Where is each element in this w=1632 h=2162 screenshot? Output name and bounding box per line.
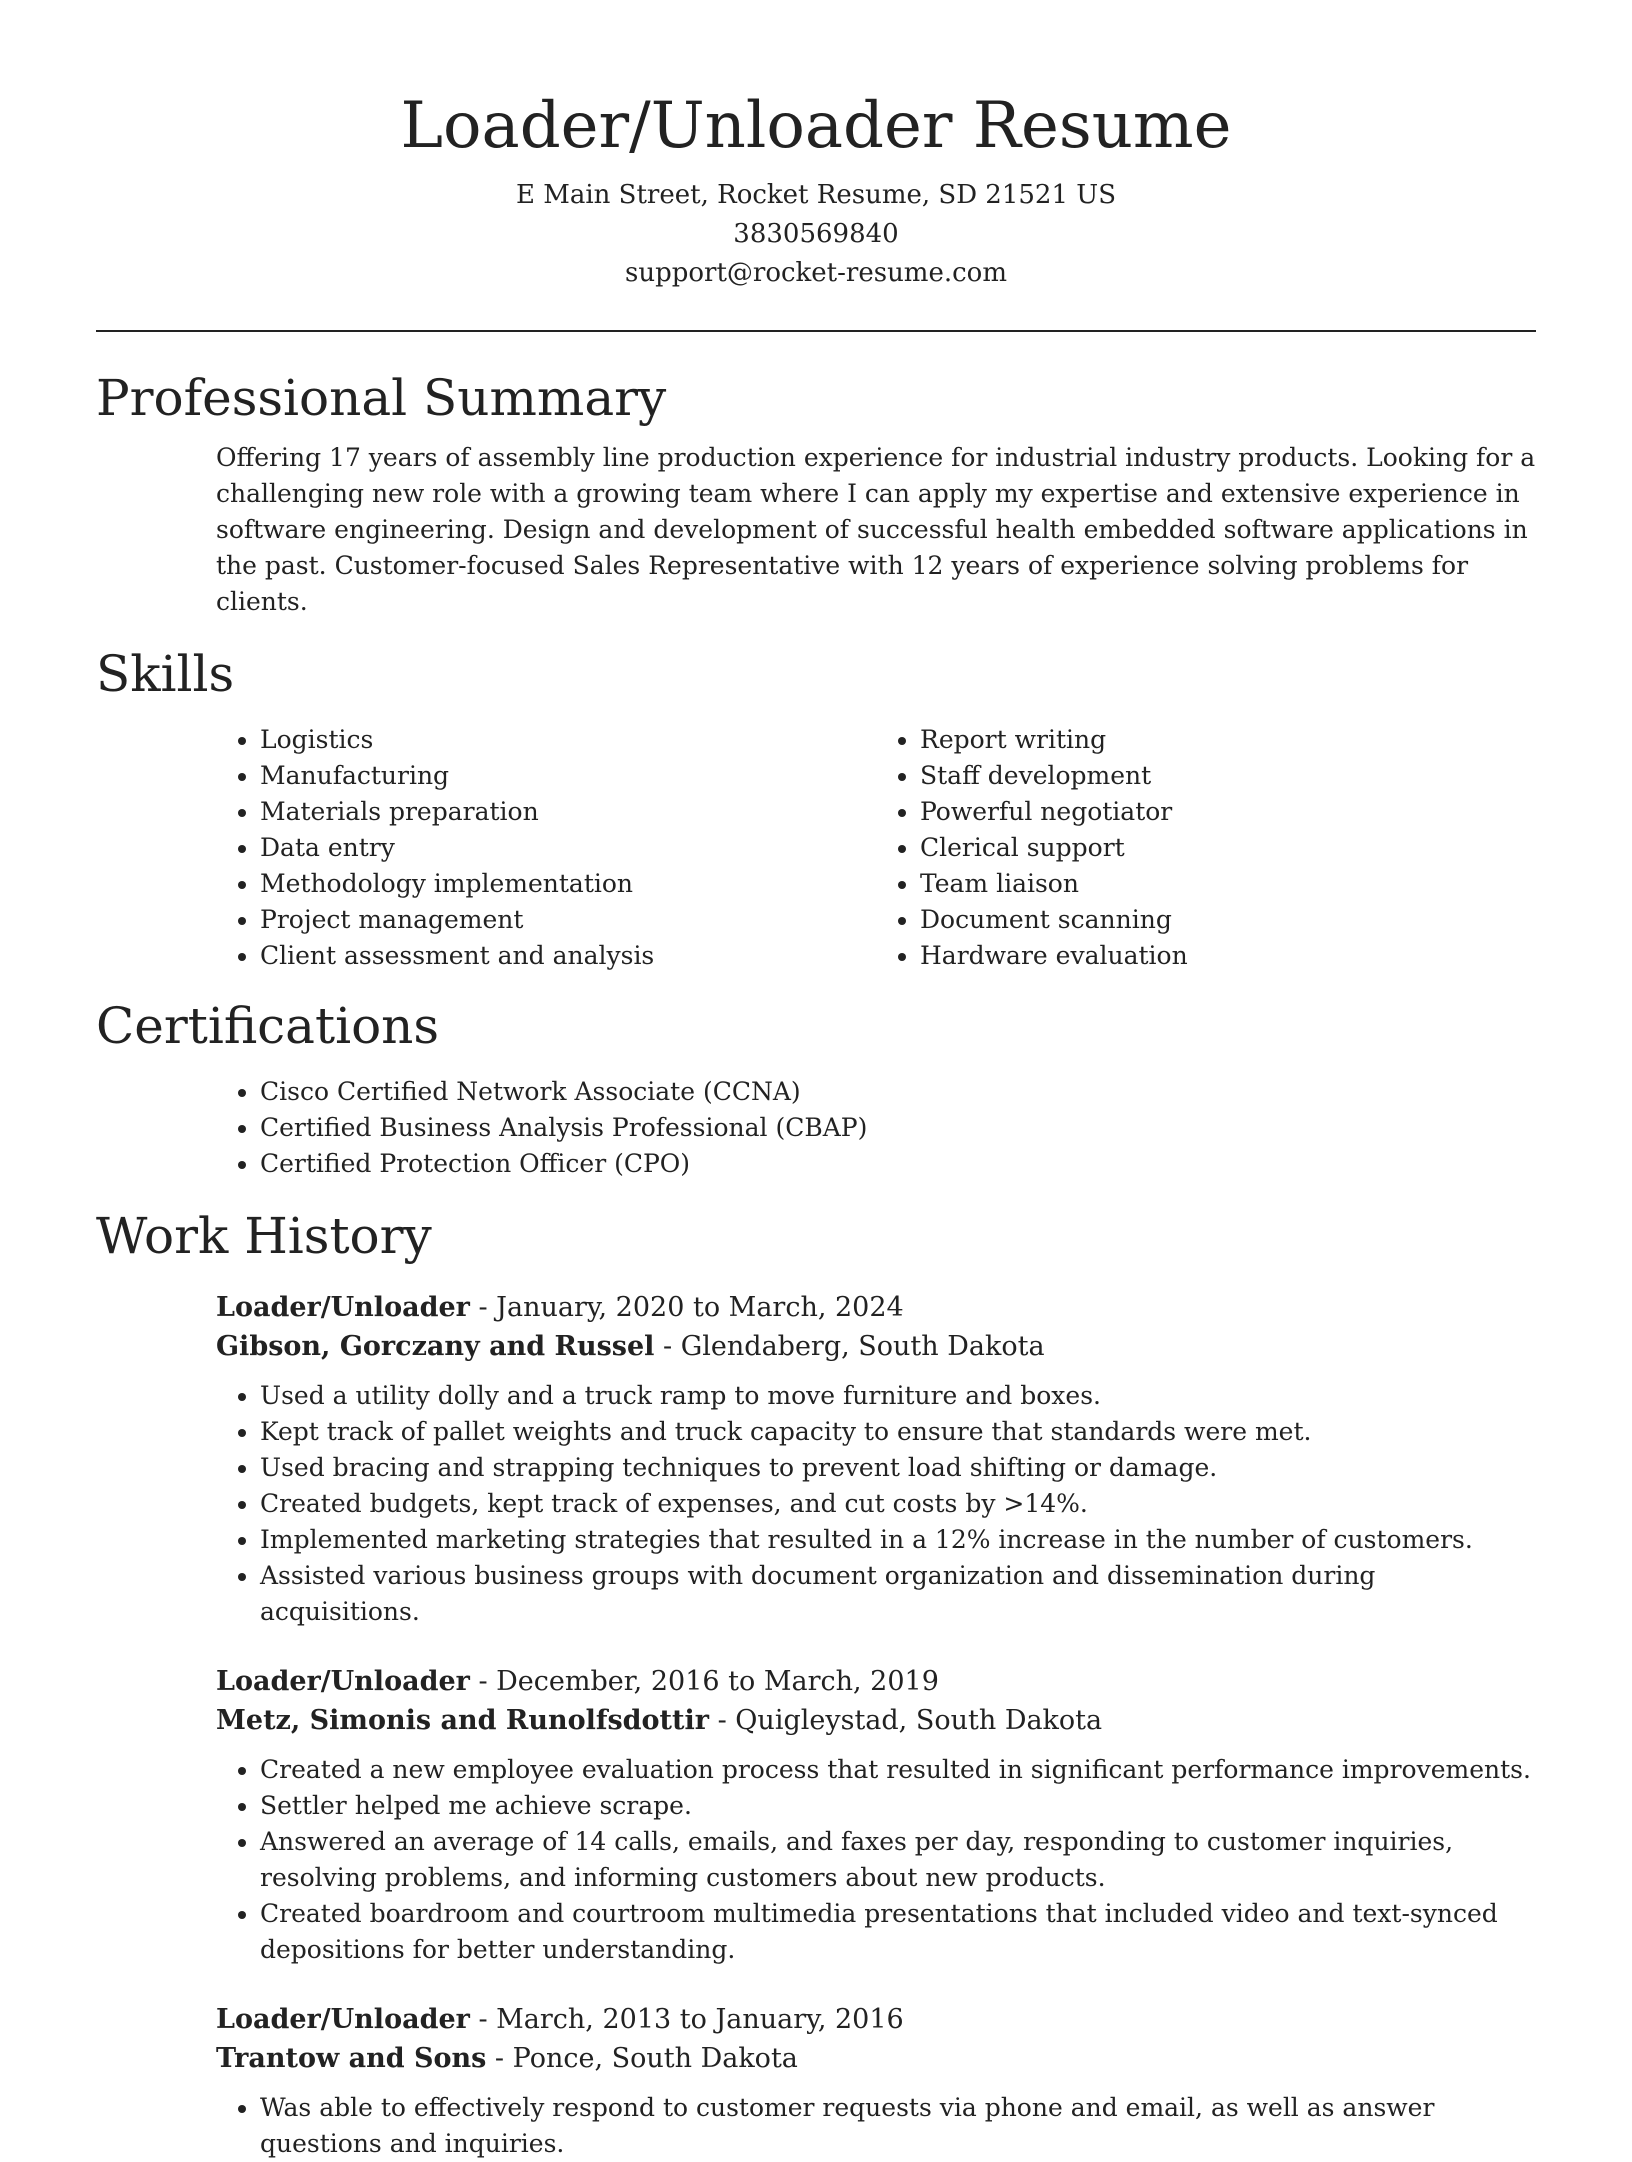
skill-item: • Logistics	[260, 722, 876, 758]
skill-item: • Document scanning	[920, 902, 1536, 938]
skill-item: • Powerful negotiator	[920, 794, 1536, 830]
job-entry	[216, 1662, 1536, 1968]
summary-text: Offering 17 years of assembly line production experience for industrial industry products. Looking for a challenging new role with a growing team where I can apply my expertise and extensive experience in software engineering. Design and development of successful health embedded software applications in the past. Customer-focused Sales Representative with 12 years of experience solving problems for clients.	[216, 443, 1536, 616]
job-bullet: • Created budgets, kept track of expenses, and cut costs by >14%.	[260, 1486, 1536, 1522]
skill-item: • Staff development	[920, 758, 1536, 794]
summary-heading: Professional Summary	[96, 369, 667, 427]
skills-columns	[216, 722, 1536, 974]
job-location: - Quigleystad, South Dakota	[709, 1705, 1103, 1736]
certifications-list	[216, 1074, 1536, 1182]
job-dates: - January, 2020 to March, 2024	[469, 1292, 904, 1323]
certifications-heading: Certifications	[96, 997, 440, 1055]
skill-item: • Clerical support	[920, 830, 1536, 866]
job-location: - Glendaberg, South Dakota	[654, 1331, 1045, 1362]
skill-item: • Data entry	[260, 830, 876, 866]
job-bullet: • Used bracing and strapping techniques to prevent load shifting or damage.	[260, 1450, 1536, 1486]
job-bullets	[216, 1752, 1536, 1968]
contact-email: support@rocket-resume.com	[624, 258, 1007, 288]
job-company: Metz, Simonis and Runolfsdottir	[216, 1705, 709, 1736]
job-company: Trantow and Sons	[216, 2043, 487, 2074]
job-location: - Ponce, South Dakota	[486, 2043, 798, 2074]
job-company: Gibson, Gorczany and Russel	[216, 1331, 655, 1362]
header-divider	[96, 330, 1536, 332]
certification-item: • Cisco Certified Network Associate (CCNA)	[260, 1074, 1536, 1110]
skill-item: • Manufacturing	[260, 758, 876, 794]
job-dates: - March, 2013 to January, 2016	[469, 2004, 904, 2035]
job-bullet: • Created a new employee evaluation process that resulted in significant performance improvements.	[260, 1752, 1536, 1788]
resume-page	[96, 0, 1536, 2162]
job-title: Loader/Unloader	[216, 2004, 470, 2035]
job-entry	[216, 2000, 1536, 2162]
job-bullet: • Settler helped me achieve scrape.	[260, 1788, 1536, 1824]
skills-list-right	[876, 722, 1536, 974]
job-entry	[216, 1288, 1536, 1630]
skill-item: • Client assessment and analysis	[260, 938, 876, 974]
job-bullet: • Assisted various business groups with document organization and dissemination during acquisitions.	[260, 1558, 1536, 1630]
job-bullets	[216, 2090, 1536, 2162]
job-bullet: • Created boardroom and courtroom multimedia presentations that included video and text-synced depositions for better understanding.	[260, 1896, 1536, 1968]
certification-item: • Certified Business Analysis Professional (CBAP)	[260, 1110, 1536, 1146]
skills-heading: Skills	[96, 645, 235, 703]
job-title-line	[216, 1662, 1536, 1701]
skill-item: • Report writing	[920, 722, 1536, 758]
contact-phone: 3830569840	[733, 219, 899, 249]
job-title-line	[216, 1288, 1536, 1327]
resume-title: Loader/Unloader Resume	[400, 89, 1232, 163]
job-bullets	[216, 1378, 1536, 1630]
job-bullet: • Implemented marketing strategies that resulted in a 12% increase in the number of customers.	[260, 1522, 1536, 1558]
certification-item: • Certified Protection Officer (CPO)	[260, 1146, 1536, 1182]
job-dates: - December, 2016 to March, 2019	[469, 1666, 939, 1697]
skill-item: • Hardware evaluation	[920, 938, 1536, 974]
job-title: Loader/Unloader	[216, 1292, 470, 1323]
job-title: Loader/Unloader	[216, 1666, 470, 1697]
work-history-heading: Work History	[96, 1207, 432, 1265]
skill-item: • Project management	[260, 902, 876, 938]
job-title-line	[216, 2000, 1536, 2039]
job-bullet: • Was able to effectively respond to customer requests via phone and email, as well as answer questions and inquiries.	[260, 2090, 1536, 2162]
skill-item: • Methodology implementation	[260, 866, 876, 902]
job-bullet: • Answered an average of 14 calls, emails, and faxes per day, responding to customer inquiries, resolving problems, and informing customers about new products.	[260, 1824, 1536, 1896]
skill-item: • Materials preparation	[260, 794, 876, 830]
job-company-line	[216, 2039, 1536, 2078]
contact-address: E Main Street, Rocket Resume, SD 21521 US	[515, 180, 1117, 210]
job-company-line	[216, 1327, 1536, 1366]
job-bullet: • Used a utility dolly and a truck ramp to move furniture and boxes.	[260, 1378, 1536, 1414]
skills-list-left	[216, 722, 876, 974]
skill-item: • Team liaison	[920, 866, 1536, 902]
contact-block	[96, 176, 1536, 293]
job-company-line	[216, 1701, 1536, 1740]
job-bullet: • Kept track of pallet weights and truck capacity to ensure that standards were met.	[260, 1414, 1536, 1450]
